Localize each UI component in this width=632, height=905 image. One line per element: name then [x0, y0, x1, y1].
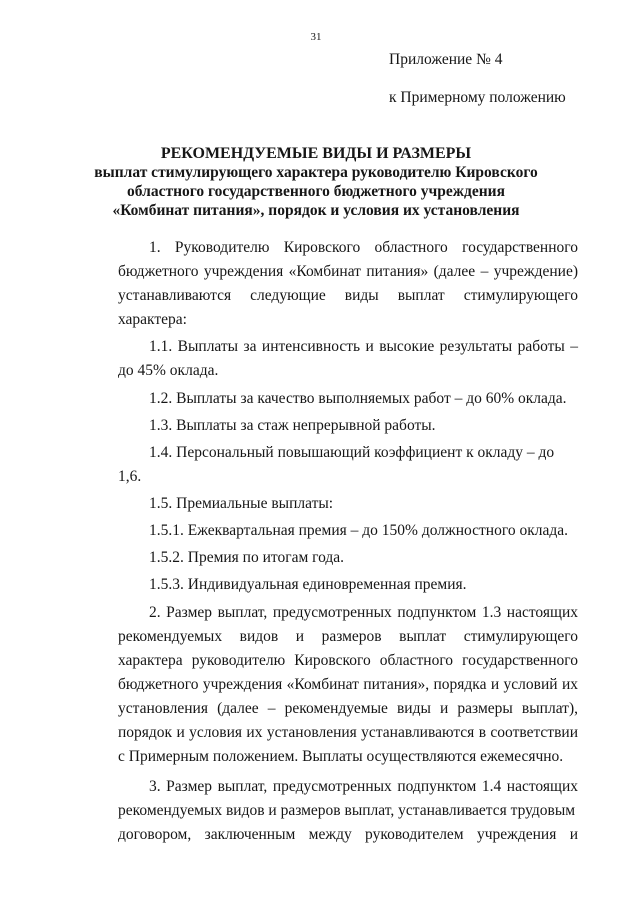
appendix-reference: к Примерному положению — [389, 89, 566, 106]
paragraph-1-2: 1.2. Выплаты за качество выполняемых работ – до 60% оклада. — [149, 390, 567, 407]
appendix-number: Приложение № 4 — [389, 51, 503, 68]
paragraph-1-5-3: 1.5.3. Индивидуальная единовременная премия. — [149, 576, 467, 593]
paragraph-1-5-1: 1.5.1. Ежеквартальная премия – до 150% должностного оклада. — [149, 522, 568, 539]
title-line: областного государственного бюджетного учреждения — [127, 183, 505, 200]
paragraph-1-5-2: 1.5.2. Премия по итогам года. — [149, 549, 345, 566]
paragraph-2: 2. Размер выплат, предусмотренных подпунктом 1.3 настоящих рекомендуемых видов и размеров выплат стимулирующего характера руководителю Кировского областного государственного бюджетного учреждения «Комбинат питания», порядка и условий их установления (далее – рекомендуемые виды и размеры выплат), порядок и условия их установления устанавливаются в соответствии с Примерным положением. Выплаты осуществляются ежемесячно. — [118, 604, 578, 765]
document-body — [118, 236, 578, 847]
paragraph-3: 3. Размер выплат, предусмотренных подпунктом 1.4 настоящих рекомендуемых видов и размеров выплат, устанавливается трудовым — [118, 778, 578, 819]
document-title — [0, 144, 632, 220]
title-line: выплат стимулирующего характера руководителю Кировского — [94, 164, 538, 181]
title-line: «Комбинат питания», порядок и условия их установления — [112, 202, 520, 219]
paragraph-1-1: 1.1. Выплаты за интенсивность и высокие результаты работы – до 45% оклада. — [118, 338, 578, 379]
paragraph-1-5: 1.5. Премиальные выплаты: — [149, 495, 334, 512]
title-line: РЕКОМЕНДУЕМЫЕ ВИДЫ И РАЗМЕРЫ — [160, 145, 472, 162]
paragraph-1-4: 1.4. Персональный повышающий коэффициент к окладу – до 1,6. — [118, 444, 555, 485]
paragraph-1: 1. Руководителю Кировского областного государственного бюджетного учреждения «Комбинат питания» (далее – учреждение) устанавливаются следующие виды выплат стимулирующего характера: — [118, 239, 578, 328]
page-number: 31 — [310, 31, 322, 43]
paragraph-3-last-line: договором, заключенным между руководителем учреждения и — [118, 826, 578, 843]
paragraph-1-3: 1.3. Выплаты за стаж непрерывной работы. — [149, 417, 436, 434]
